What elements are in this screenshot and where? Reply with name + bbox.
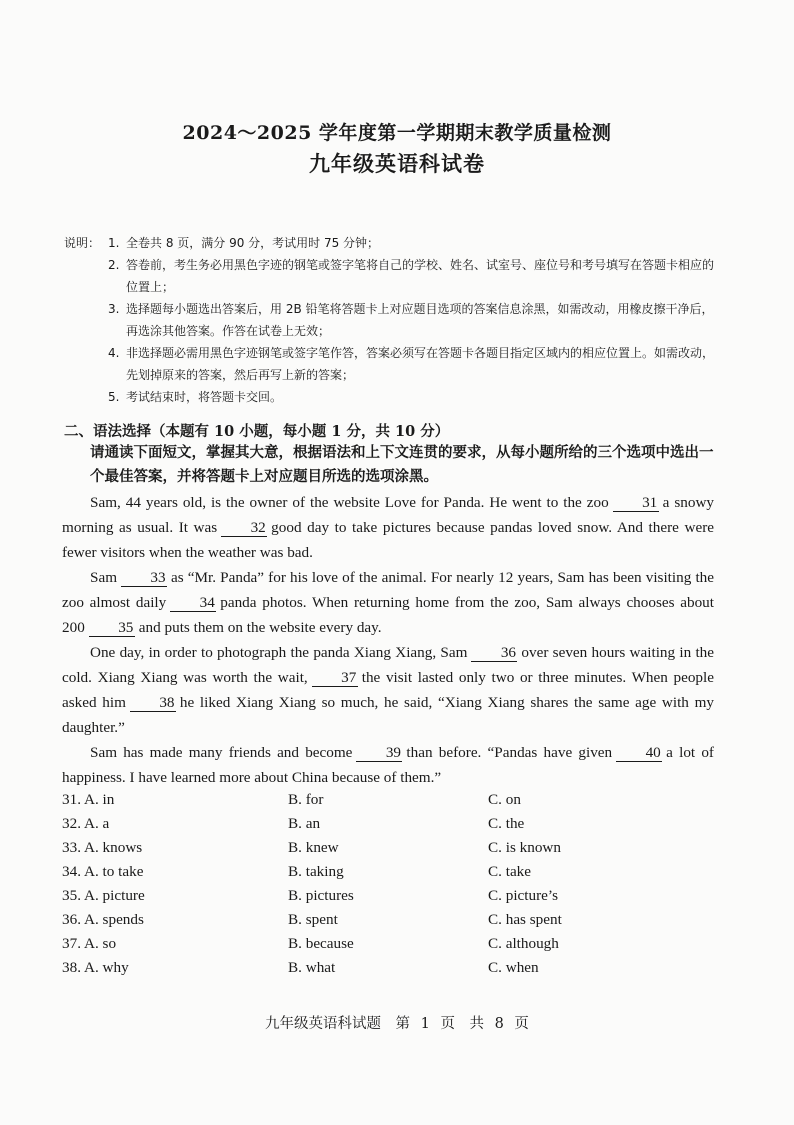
blank-34: 34 (170, 594, 216, 612)
note-number: 1. (108, 236, 120, 250)
option-b: B. because (288, 935, 354, 952)
note-item (64, 232, 724, 254)
option-b: B. spent (288, 911, 338, 928)
exam-title: 2024～2025 学年度第一学期期末教学质量检测 (182, 122, 612, 144)
passage-text: as “Mr. Panda” for his love of the animal. For nearly 12 years, Sam has been visiting the zoo almost daily (62, 569, 714, 611)
question-number: 35. (62, 887, 81, 904)
passage-text: a snowy morning as usual. It was (62, 494, 715, 536)
question-number: 34. (62, 863, 81, 880)
note-item (64, 298, 724, 342)
question-number: 36. (62, 911, 81, 928)
option-c: C. although (488, 935, 559, 952)
question-options-row (62, 932, 722, 956)
option-b: B. taking (288, 863, 344, 880)
question-options-row (62, 836, 722, 860)
option-c: C. has spent (488, 911, 562, 928)
option-a: A. a (84, 815, 110, 832)
blank-37: 37 (312, 669, 358, 687)
section-instruction: 请通读下面短文，掌握其大意，根据语法和上下文连贯的要求，从每小题所给的三个选项中选出一个最佳答案，并将答题卡上对应题目所选的选项涂黑。 (90, 444, 714, 485)
section-title: 二、语法选择（本题有 10 小题，每小题 1 分，共 10 分） (64, 423, 450, 440)
notes-lead: 说明： (64, 236, 101, 250)
question-options-row (62, 812, 722, 836)
passage-text: than before. “Pandas have given (406, 744, 613, 761)
passage-text: and puts them on the website every day. (138, 619, 382, 636)
option-c: C. when (488, 959, 539, 976)
note-item (64, 386, 724, 408)
option-c: C. picture’s (488, 887, 559, 904)
question-options-row (62, 956, 722, 980)
page-footer: 九年级英语科试题 第 1 页 共 8 页 (265, 1016, 529, 1032)
passage-text: One day, in order to photograph the panda Xiang Xiang, Sam (90, 644, 468, 661)
passage-text: panda photos. When returning home from the zoo, Sam always chooses about 200 (62, 594, 714, 636)
instructions-notes (64, 232, 724, 408)
question-options-row (62, 908, 722, 932)
passage-text: Sam (90, 569, 118, 586)
option-b: B. knew (288, 839, 339, 856)
note-number: 2. (108, 258, 120, 272)
passage-text: Sam has made many friends and become (90, 744, 353, 761)
note-item (64, 342, 724, 386)
note-text: 非选择题必需用黑色字迹钢笔或签字笔作答，答案必须写在答题卡各题目指定区域内的相应位置上。如需改动，先划掉原来的答案，然后再写上新的答案； (126, 346, 715, 382)
passage-paragraph (62, 740, 714, 790)
option-c: C. the (488, 815, 525, 832)
question-options-row (62, 788, 722, 812)
passage-text: a lot of happiness. I have learned more about China because of them.” (62, 744, 714, 786)
blank-40: 40 (616, 744, 662, 762)
note-item (64, 254, 724, 298)
note-number: 5. (108, 390, 120, 404)
option-c: C. on (488, 791, 521, 808)
passage-paragraph (62, 565, 714, 640)
option-a: A. why (84, 959, 129, 976)
passage-text: the visit lasted only two or three minutes. When people asked him (62, 669, 714, 711)
blank-31: 31 (613, 494, 659, 512)
question-options-row (62, 860, 722, 884)
note-number: 4. (108, 346, 120, 360)
blank-36: 36 (471, 644, 517, 662)
option-b: B. what (288, 959, 336, 976)
passage-text: he liked Xiang Xiang so much, he said, “Xiang Xiang shares the same age with my daughter.” (62, 694, 714, 736)
option-b: B. an (288, 815, 321, 832)
passage-text: Sam, 44 years old, is the owner of the website Love for Panda. He went to the zoo (90, 494, 609, 511)
note-number: 3. (108, 302, 120, 316)
option-a: A. so (84, 935, 117, 952)
exam-subtitle: 九年级英语科试卷 (309, 151, 485, 176)
option-a: A. picture (84, 887, 145, 904)
option-a: A. to take (84, 863, 144, 880)
blank-35: 35 (89, 619, 135, 637)
note-text: 答卷前，考生务必用黑色字迹的钢笔或签字笔将自己的学校、姓名、试室号、座位号和考号填写在答题卡相应的位置上； (126, 258, 715, 294)
answer-options (62, 788, 722, 980)
blank-38: 38 (130, 694, 176, 712)
blank-33: 33 (121, 569, 167, 587)
passage-text: good day to take pictures because pandas loved snow. And there were fewer visitors when the weather was bad. (62, 519, 714, 561)
note-text: 考试结束时，将答题卡交回。 (126, 390, 283, 404)
option-c: C. is known (488, 839, 561, 856)
option-a: A. in (84, 791, 115, 808)
option-b: B. pictures (288, 887, 354, 904)
passage-text: over seven hours waiting in the cold. Xiang Xiang was worth the wait, (62, 644, 714, 686)
question-number: 32. (62, 815, 81, 832)
option-c: C. take (488, 863, 532, 880)
note-text: 全卷共 8 页，满分 90 分，考试用时 75 分钟； (126, 236, 380, 250)
note-text: 选择题每小题选出答案后，用 2B 铅笔将答题卡上对应题目选项的答案信息涂黑，如需改动，用橡皮擦干净后，再选涂其他答案。作答在试卷上无效； (126, 302, 714, 338)
question-number: 37. (62, 935, 81, 952)
blank-39: 39 (356, 744, 402, 762)
question-number: 38. (62, 959, 81, 976)
option-a: A. knows (84, 839, 143, 856)
question-number: 31. (62, 791, 81, 808)
passage-paragraph (62, 640, 714, 740)
reading-passage (62, 490, 714, 790)
blank-32: 32 (221, 519, 267, 537)
option-a: A. spends (84, 911, 144, 928)
option-b: B. for (288, 791, 324, 808)
question-options-row (62, 884, 722, 908)
question-number: 33. (62, 839, 81, 856)
passage-paragraph (62, 490, 714, 565)
